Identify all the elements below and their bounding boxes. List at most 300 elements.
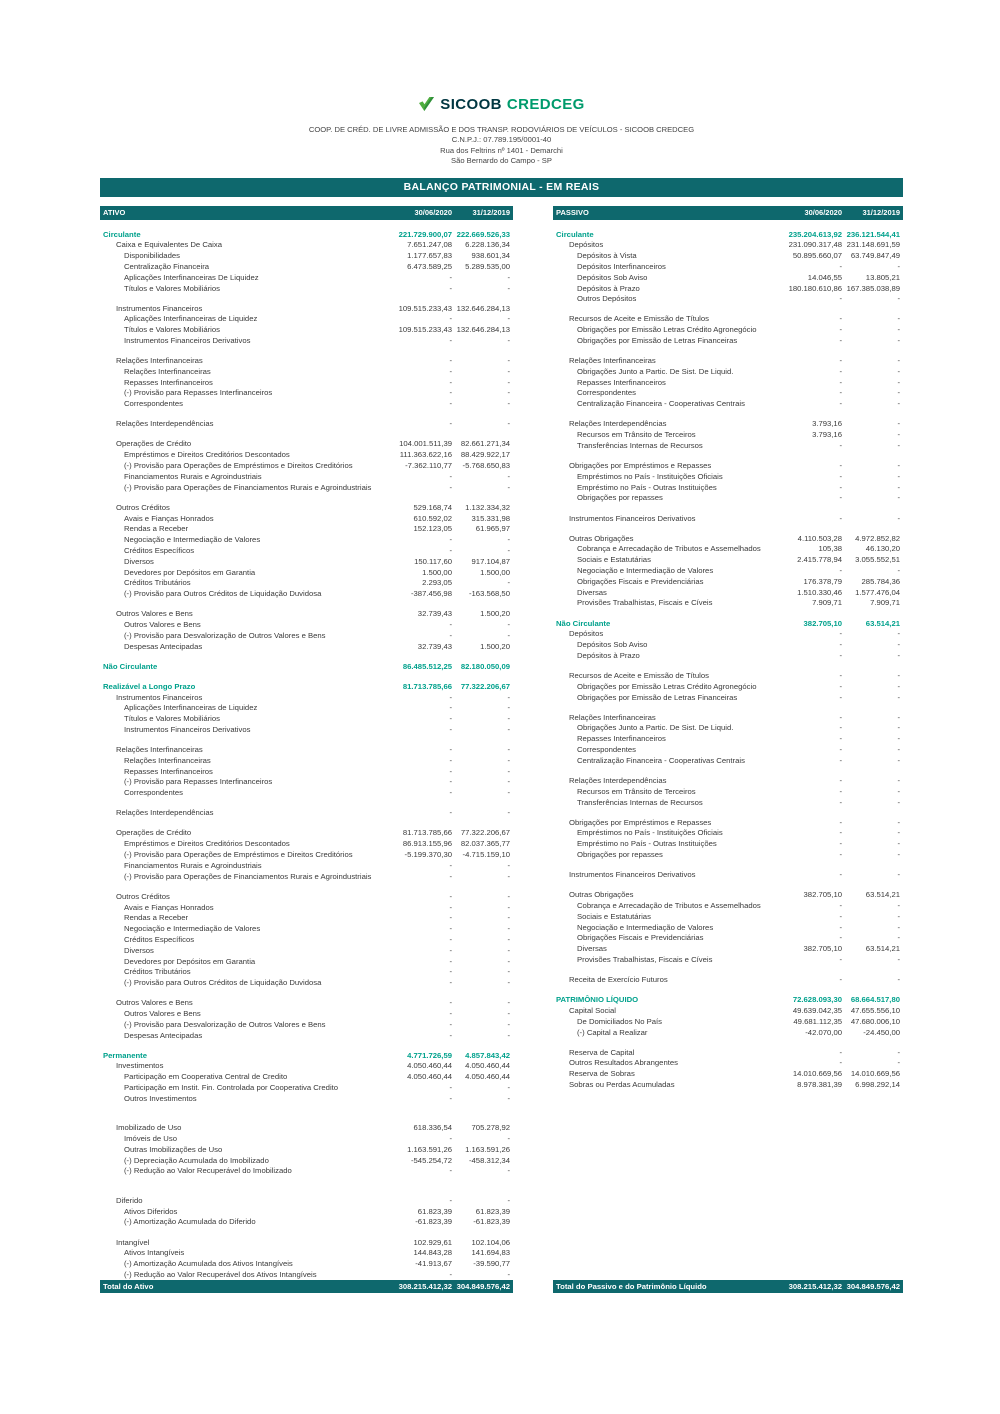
row-value-current: - bbox=[839, 650, 842, 660]
row-label: (-) Provisão para Operações de Financiamentos Rurais e Agroindustriais bbox=[124, 871, 372, 881]
spacer-row bbox=[553, 608, 903, 617]
row-value-current: - bbox=[839, 755, 842, 765]
row-value-current: - bbox=[449, 314, 452, 324]
row-label: Diversos bbox=[124, 945, 154, 955]
table-row bbox=[553, 838, 903, 849]
row-value-previous: 705.278,92 bbox=[471, 1123, 510, 1133]
row-value-previous: 1.500,20 bbox=[480, 641, 510, 651]
row-label: Rendas a Receber bbox=[124, 913, 189, 923]
org-name: COOP. DE CRÉD. DE LIVRE ADMISSÃO E DOS TRANSP. RODOVIÁRIOS DE VEÍCULOS - SICOOB CREDCEG bbox=[308, 125, 695, 134]
row-value-previous: 1.500,20 bbox=[480, 609, 510, 619]
spacer-row bbox=[553, 523, 903, 532]
row-value-current: - bbox=[449, 978, 452, 988]
table-row bbox=[553, 418, 903, 429]
spacer-row bbox=[553, 702, 903, 711]
table-row bbox=[553, 628, 903, 639]
row-label: Empréstimos no País - Instituições Oficiais bbox=[577, 471, 723, 481]
table-row bbox=[553, 250, 903, 261]
table-row bbox=[100, 997, 513, 1008]
row-value-previous: - bbox=[507, 356, 510, 366]
spacer-row bbox=[553, 1037, 903, 1046]
row-value-previous: - bbox=[507, 314, 510, 324]
row-label: Circulante bbox=[103, 229, 141, 239]
total-value-2: 304.849.576,42 bbox=[456, 1282, 510, 1292]
row-value-previous: - bbox=[897, 335, 900, 345]
spacer-row bbox=[100, 599, 513, 608]
table-row bbox=[100, 449, 513, 460]
row-value-current: - bbox=[839, 817, 842, 827]
row-value-previous: 1.163.591,26 bbox=[465, 1144, 510, 1154]
row-value-previous: - bbox=[507, 714, 510, 724]
row-label: Correspondentes bbox=[577, 388, 636, 398]
table-row bbox=[100, 366, 513, 377]
row-value-current: - bbox=[449, 1269, 452, 1279]
row-value-previous: - bbox=[507, 419, 510, 429]
row-label: Outros Créditos bbox=[116, 502, 170, 512]
row-value-current: - bbox=[449, 1008, 452, 1018]
row-label: Títulos e Valores Mobiliários bbox=[124, 325, 220, 335]
row-label: (-) Amortização Acumulada do Diferido bbox=[124, 1217, 256, 1227]
row-value-current: 4.050.460,44 bbox=[407, 1072, 452, 1082]
spacer-row bbox=[100, 1113, 513, 1122]
row-label: Negociação e Intermediação de Valores bbox=[577, 922, 714, 932]
row-label: Depósitos à Prazo bbox=[577, 283, 640, 293]
table-row bbox=[100, 1061, 513, 1072]
row-value-current: - bbox=[839, 745, 842, 755]
row-value-previous: - bbox=[897, 870, 900, 880]
row-value-previous: - bbox=[507, 1134, 510, 1144]
spacer-row bbox=[100, 652, 513, 661]
sicoob-logo bbox=[100, 96, 903, 113]
spacer-row bbox=[100, 735, 513, 744]
org-info-block bbox=[100, 125, 903, 167]
table-row bbox=[100, 1166, 513, 1177]
row-value-current: - bbox=[839, 1058, 842, 1068]
table-row bbox=[100, 398, 513, 409]
row-value-previous: 47.655.556,10 bbox=[850, 1005, 900, 1015]
table-row bbox=[553, 377, 903, 388]
row-value-previous: - bbox=[507, 967, 510, 977]
row-value-current: - bbox=[449, 388, 452, 398]
row-value-current: - bbox=[449, 630, 452, 640]
row-label: Repasses Interfinanceiros bbox=[577, 377, 666, 387]
table-row bbox=[553, 598, 903, 609]
row-value-current: - bbox=[449, 620, 452, 629]
row-value-previous: - bbox=[897, 681, 900, 691]
row-value-current: 7.651.247,08 bbox=[407, 240, 452, 250]
row-label: Diversas bbox=[577, 944, 607, 954]
table-row bbox=[553, 314, 903, 325]
row-value-current: 86.485.512,25 bbox=[402, 661, 452, 671]
row-label: (-) Provisão para Repasses Interfinanceiros bbox=[124, 388, 273, 398]
row-value-current: 150.117,60 bbox=[414, 556, 452, 566]
row-value-current: - bbox=[449, 967, 452, 977]
row-value-previous: - bbox=[897, 294, 900, 304]
row-value-current: - bbox=[839, 493, 842, 503]
row-value-current: - bbox=[449, 1083, 452, 1093]
row-label: Instrumentos Financeiros Derivativos bbox=[124, 335, 251, 345]
row-value-current: - bbox=[839, 955, 842, 964]
row-label: Caixa e Equivalentes De Caixa bbox=[116, 240, 222, 250]
table-row bbox=[553, 786, 903, 797]
row-value-current: 382.705,10 bbox=[803, 944, 842, 954]
table-row bbox=[100, 523, 513, 534]
row-value-current: - bbox=[449, 419, 452, 429]
spacer-row bbox=[553, 409, 903, 418]
table-row bbox=[553, 1005, 903, 1016]
table-row bbox=[553, 576, 903, 587]
row-value-current: - bbox=[839, 399, 842, 409]
row-value-previous: 1.500,00 bbox=[480, 567, 510, 577]
table-row bbox=[100, 314, 513, 325]
row-label: Outros Valores e Bens bbox=[124, 620, 201, 629]
row-value-current: 105,38 bbox=[818, 544, 842, 554]
row-value-previous: - bbox=[897, 261, 900, 271]
table-row bbox=[100, 1217, 513, 1228]
table-row bbox=[100, 335, 513, 346]
row-value-previous: 3.055.552,51 bbox=[855, 555, 900, 565]
row-value-previous: - bbox=[507, 998, 510, 1008]
row-label: Obrigações Junto a Partic. De Sist. De Liquid. bbox=[577, 723, 734, 733]
table-row bbox=[553, 261, 903, 272]
row-label: Instrumentos Financeiros bbox=[116, 692, 203, 702]
row-value-previous: - bbox=[897, 482, 900, 492]
row-value-previous: -24.450,00 bbox=[863, 1027, 900, 1037]
table-row bbox=[553, 1068, 903, 1079]
table-row bbox=[553, 723, 903, 734]
row-value-current: - bbox=[449, 788, 452, 798]
row-value-current: -41.913,67 bbox=[415, 1259, 452, 1269]
spacer-row bbox=[553, 346, 903, 355]
row-label: Provisões Trabalhistas, Fiscais e Cíveis bbox=[577, 955, 713, 964]
row-value-previous: - bbox=[897, 493, 900, 503]
row-value-previous: - bbox=[897, 839, 900, 849]
row-value-previous: 6.998.292,14 bbox=[855, 1080, 900, 1090]
table-row bbox=[553, 283, 903, 294]
row-value-current: 1.177.657,83 bbox=[407, 251, 452, 261]
row-label: Permanente bbox=[103, 1050, 148, 1060]
table-row bbox=[553, 712, 903, 723]
ativo-header-row bbox=[100, 206, 513, 220]
table-row bbox=[100, 534, 513, 545]
row-label: Outros Resultados Abrangentes bbox=[569, 1058, 678, 1068]
row-label: Sociais e Estatutárias bbox=[577, 555, 651, 565]
row-value-previous: - bbox=[507, 578, 510, 588]
table-row bbox=[100, 377, 513, 388]
table-row bbox=[100, 272, 513, 283]
table-row bbox=[100, 283, 513, 294]
row-label: Títulos e Valores Mobiliários bbox=[124, 283, 220, 293]
table-row bbox=[100, 608, 513, 619]
spacer-row bbox=[100, 293, 513, 302]
row-label: Operações de Crédito bbox=[116, 828, 192, 838]
row-value-current: 49.639.042,35 bbox=[792, 1005, 842, 1015]
column-date-1: 30/06/2020 bbox=[414, 208, 452, 218]
table-row bbox=[553, 366, 903, 377]
row-value-previous: - bbox=[897, 471, 900, 481]
row-label: (-) Provisão para Operações de Empréstimos e Direitos Creditórios bbox=[124, 850, 353, 860]
table-row bbox=[553, 650, 903, 661]
row-value-previous: - bbox=[507, 535, 510, 545]
row-label: De Domiciliados No País bbox=[577, 1016, 663, 1026]
row-value-current: 2.415.778,94 bbox=[797, 555, 842, 565]
row-value-current: 3.793,16 bbox=[812, 419, 842, 429]
table-row bbox=[100, 1269, 513, 1280]
row-label: Empréstimo no País - Outras Instituições bbox=[577, 839, 717, 849]
row-label: Empréstimo no País - Outras Instituições bbox=[577, 482, 717, 492]
row-label: (-) Provisão para Desvalorização de Outros Valores e Bens bbox=[124, 1019, 326, 1029]
row-value-previous: - bbox=[897, 817, 900, 827]
table-row bbox=[100, 912, 513, 923]
row-value-current: - bbox=[839, 681, 842, 691]
row-value-current: 6.473.589,25 bbox=[407, 261, 452, 271]
org-address-line2: São Bernardo do Campo - SP bbox=[451, 156, 552, 166]
row-value-current: 49.681.112,35 bbox=[793, 1016, 842, 1026]
row-value-current: 382.705,10 bbox=[803, 618, 842, 628]
table-row bbox=[100, 777, 513, 788]
row-value-previous: 5.289.535,00 bbox=[465, 261, 510, 271]
row-value-current: - bbox=[839, 388, 842, 398]
row-label: Circulante bbox=[556, 229, 594, 239]
table-row bbox=[100, 1008, 513, 1019]
ativo-table bbox=[100, 206, 513, 1293]
row-value-current: 1.163.591,26 bbox=[407, 1144, 452, 1154]
table-row bbox=[553, 229, 903, 240]
row-value-previous: - bbox=[897, 975, 900, 985]
row-value-current: - bbox=[839, 513, 842, 523]
row-label: Receita de Exercício Futuros bbox=[569, 975, 668, 985]
row-label: Títulos e Valores Mobiliários bbox=[124, 714, 220, 724]
row-value-current: 152.123,05 bbox=[413, 524, 452, 534]
row-value-previous: -61.823,39 bbox=[473, 1217, 510, 1227]
row-value-current: - bbox=[449, 283, 452, 293]
row-value-current: - bbox=[839, 1047, 842, 1057]
row-value-current: - bbox=[449, 1195, 452, 1205]
row-value-current: 104.001.511,39 bbox=[399, 439, 452, 449]
row-value-previous: 82.180.050,09 bbox=[460, 661, 510, 671]
row-value-previous: -5.768.650,83 bbox=[462, 461, 510, 471]
row-value-current: - bbox=[449, 745, 452, 755]
row-value-current: - bbox=[449, 356, 452, 366]
row-value-previous: - bbox=[507, 978, 510, 988]
row-value-previous: - bbox=[507, 777, 510, 787]
row-value-current: 529.168,74 bbox=[413, 502, 452, 512]
table-row bbox=[100, 619, 513, 630]
row-label: Outros Créditos bbox=[116, 891, 170, 901]
table-row bbox=[553, 922, 903, 933]
table-row bbox=[100, 556, 513, 567]
row-value-previous: - bbox=[507, 366, 510, 376]
spacer-row bbox=[100, 672, 513, 681]
row-value-current: 176.378,79 bbox=[803, 576, 842, 586]
row-label: Sobras ou Perdas Acumuladas bbox=[569, 1080, 675, 1090]
row-value-previous: 6.228.136,34 bbox=[465, 240, 510, 250]
spacer-row bbox=[100, 818, 513, 827]
table-row bbox=[553, 692, 903, 703]
row-value-current: 610.592,02 bbox=[413, 513, 452, 523]
row-value-previous: - bbox=[897, 461, 900, 471]
row-value-current: - bbox=[449, 714, 452, 724]
row-value-previous: - bbox=[507, 399, 510, 409]
row-value-current: - bbox=[449, 860, 452, 870]
row-label: Outras Imobilizações de Uso bbox=[124, 1144, 223, 1154]
row-value-current: 1.510.330,46 bbox=[797, 587, 842, 597]
row-value-current: 3.793,16 bbox=[812, 430, 842, 440]
row-label: Não Circulante bbox=[556, 618, 611, 628]
passivo-rows bbox=[553, 229, 903, 1090]
table-row bbox=[553, 1079, 903, 1090]
table-row bbox=[553, 994, 903, 1005]
row-value-previous: - bbox=[507, 902, 510, 912]
row-value-previous: 141.694,83 bbox=[471, 1248, 510, 1258]
row-label: Relações Interfinanceiras bbox=[569, 356, 656, 366]
row-label: Outros Depósitos bbox=[577, 294, 637, 304]
row-label: Relações Interdependências bbox=[569, 775, 667, 785]
row-value-current: 382.705,10 bbox=[803, 890, 842, 900]
row-value-previous: 917.104,87 bbox=[471, 556, 510, 566]
row-label: Repasses Interfinanceiros bbox=[124, 766, 213, 776]
row-value-previous: - bbox=[897, 650, 900, 660]
row-value-previous: 132.646.284,13 bbox=[456, 303, 510, 313]
row-label: Despesas Antecipadas bbox=[124, 641, 203, 651]
row-value-current: - bbox=[449, 755, 452, 765]
row-label: Relações Interfinanceiras bbox=[569, 712, 656, 722]
row-label: Avais e Fianças Honrados bbox=[124, 902, 214, 912]
row-label: Ativos Intangíveis bbox=[124, 1248, 185, 1258]
row-label: (-) Provisão para Repasses Interfinanceiros bbox=[124, 777, 273, 787]
row-value-previous: - bbox=[897, 419, 900, 429]
table-row bbox=[553, 1016, 903, 1027]
row-label: Créditos Específicos bbox=[124, 545, 195, 555]
row-value-current: - bbox=[449, 703, 452, 713]
row-value-previous: 82.037.365,77 bbox=[460, 839, 510, 849]
row-label: Cobrança e Arrecadação de Tributos e Assemelhados bbox=[577, 544, 761, 554]
row-value-previous: - bbox=[897, 366, 900, 376]
row-value-previous: 63.514,21 bbox=[865, 944, 900, 954]
row-label: Empréstimos e Direitos Creditórios Descontados bbox=[124, 839, 290, 849]
table-row bbox=[100, 1206, 513, 1217]
row-value-previous: 938.601,34 bbox=[471, 251, 510, 261]
row-label: Relações Interdependências bbox=[569, 419, 667, 429]
row-value-previous: 4.050.460,44 bbox=[465, 1061, 510, 1071]
row-label: (-) Provisão para Outros Créditos de Liquidação Duvidosa bbox=[124, 978, 322, 988]
row-label: Depósitos bbox=[569, 240, 604, 250]
table-row bbox=[100, 460, 513, 471]
row-value-current: 8.978.381,39 bbox=[797, 1080, 842, 1090]
row-label: (-) Depreciação Acumulada do Imobilizado bbox=[124, 1155, 269, 1165]
row-label: Recursos de Aceite e Emissão de Títulos bbox=[569, 314, 710, 324]
row-value-previous: - bbox=[507, 1093, 510, 1103]
row-value-previous: - bbox=[897, 513, 900, 523]
row-label: Repasses Interfinanceiros bbox=[124, 377, 213, 387]
row-value-previous: 13.805,21 bbox=[865, 272, 900, 282]
row-label: Imóveis de Uso bbox=[124, 1134, 177, 1144]
column-date-2: 31/12/2019 bbox=[862, 208, 900, 218]
row-value-previous: - bbox=[897, 377, 900, 387]
total-value-2: 304.849.576,42 bbox=[846, 1282, 900, 1292]
table-row bbox=[553, 533, 903, 544]
row-value-current: 102.929,61 bbox=[413, 1237, 452, 1247]
row-label: Aplicações Interfinanceiras de Liquidez bbox=[124, 703, 258, 713]
spacer-row bbox=[100, 1040, 513, 1049]
total-value-1: 308.215.412,32 bbox=[398, 1282, 452, 1292]
row-value-previous: - bbox=[897, 922, 900, 932]
spacer-row bbox=[553, 503, 903, 512]
row-value-current: - bbox=[839, 797, 842, 807]
table-row bbox=[553, 513, 903, 524]
row-value-previous: - bbox=[897, 955, 900, 964]
row-label: Outros Valores e Bens bbox=[116, 998, 193, 1008]
table-row bbox=[100, 641, 513, 652]
spacer-row bbox=[100, 429, 513, 438]
row-value-current: 111.363.622,16 bbox=[399, 450, 452, 460]
table-row bbox=[553, 1027, 903, 1038]
table-row bbox=[553, 775, 903, 786]
row-label: Investimentos bbox=[116, 1061, 164, 1071]
ativo-rows bbox=[100, 229, 513, 1280]
table-row bbox=[100, 838, 513, 849]
table-row bbox=[553, 565, 903, 576]
row-label: Outras Obrigações bbox=[569, 533, 634, 543]
table-row bbox=[553, 670, 903, 681]
row-label: Imobilizado de Uso bbox=[116, 1123, 182, 1133]
row-label: (-) Provisão para Outros Créditos de Liquidação Duvidosa bbox=[124, 589, 322, 599]
row-value-previous: - bbox=[897, 745, 900, 755]
row-label: Recursos em Trânsito de Terceiros bbox=[577, 430, 696, 440]
row-label: Depósitos Interfinanceiros bbox=[577, 261, 666, 271]
row-value-previous: - bbox=[507, 808, 510, 818]
row-value-previous: - bbox=[507, 283, 510, 293]
row-value-previous: - bbox=[507, 272, 510, 282]
row-value-previous: 46.130,20 bbox=[865, 544, 900, 554]
row-label: Cobrança e Arrecadação de Tributos e Assemelhados bbox=[577, 901, 761, 911]
row-value-current: 144.843,28 bbox=[413, 1248, 452, 1258]
row-value-previous: - bbox=[897, 734, 900, 744]
row-label: Relações Interfinanceiras bbox=[124, 366, 211, 376]
table-row bbox=[100, 1093, 513, 1104]
row-label: Obrigações por Empréstimos e Repasses bbox=[569, 817, 712, 827]
row-value-current: - bbox=[839, 850, 842, 860]
row-value-previous: 167.385.038,89 bbox=[846, 283, 900, 293]
row-label: Devedores por Depósitos em Garantia bbox=[124, 956, 256, 966]
row-value-current: - bbox=[839, 975, 842, 985]
table-row bbox=[553, 440, 903, 451]
row-value-current: - bbox=[839, 712, 842, 722]
table-row bbox=[100, 923, 513, 934]
row-value-current: - bbox=[839, 901, 842, 911]
row-label: Rendas a Receber bbox=[124, 524, 189, 534]
row-value-previous: 77.322.206,67 bbox=[460, 828, 510, 838]
row-label: Negociação e Intermediação de Valores bbox=[124, 535, 261, 545]
row-label: Recursos em Trânsito de Terceiros bbox=[577, 786, 696, 796]
row-value-previous: - bbox=[507, 788, 510, 798]
row-value-previous: - bbox=[507, 335, 510, 345]
row-value-current: -61.823,39 bbox=[415, 1217, 452, 1227]
row-value-current: - bbox=[839, 723, 842, 733]
row-value-previous: 132.646.284,13 bbox=[456, 325, 510, 335]
spacer-row bbox=[553, 965, 903, 974]
table-row bbox=[100, 588, 513, 599]
row-value-previous: 102.104,06 bbox=[471, 1237, 510, 1247]
row-value-current: - bbox=[449, 272, 452, 282]
row-value-current: - bbox=[449, 1166, 452, 1176]
table-row bbox=[553, 639, 903, 650]
row-label: Depósitos à Vista bbox=[577, 251, 637, 261]
row-value-current: - bbox=[449, 956, 452, 966]
row-value-previous: 1.132.334,32 bbox=[465, 502, 510, 512]
row-value-current: 14.010.669,56 bbox=[792, 1069, 842, 1079]
table-row bbox=[553, 618, 903, 629]
